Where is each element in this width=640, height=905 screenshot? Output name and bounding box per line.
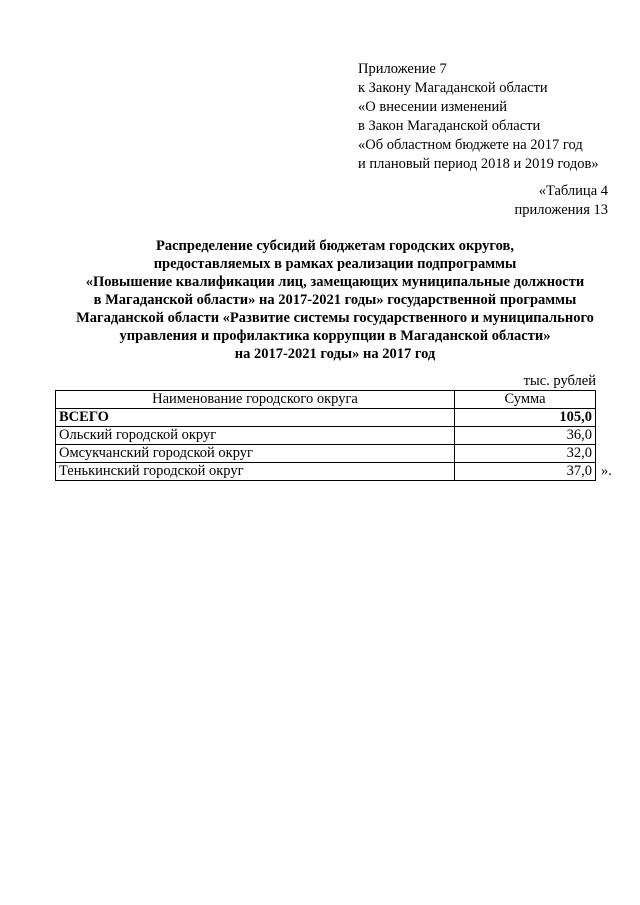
appendix-line: к Закону Магаданской области <box>358 80 548 96</box>
document-title <box>30 237 640 363</box>
table-row <box>56 427 596 445</box>
subsidy-table <box>55 390 596 481</box>
table-total-row <box>56 409 596 427</box>
table-row <box>56 445 596 463</box>
appendix-line: и плановый период 2018 и 2019 годов» <box>358 156 599 172</box>
appendix-header <box>358 60 599 174</box>
table-ref-line: «Таблица 4 <box>538 183 608 199</box>
title-line: управления и профилактика коррупции в Магаданской области» <box>119 328 551 344</box>
title-line: «Повышение квалификации лиц, замещающих муниципальные должности <box>85 274 585 290</box>
title-line: Магаданской области «Развитие системы государственного и муниципального <box>76 310 594 326</box>
table-ref-line: приложения 13 <box>514 202 608 218</box>
closing-quote: ». <box>601 463 612 479</box>
title-line: в Магаданской области» на 2017-2021 годы» государственной программы <box>93 292 577 308</box>
table-row <box>56 463 596 481</box>
appendix-line: «Об областном бюджете на 2017 год <box>358 137 583 153</box>
appendix-line: «О внесении изменений <box>358 99 508 115</box>
table-header-row <box>56 391 596 409</box>
header-name-cell: Наименование городского округа <box>56 391 455 409</box>
row-name-cell: Тенькинский городской округ <box>56 463 455 481</box>
row-name-cell: Ольский городской округ <box>56 427 455 445</box>
row-sum-cell: 32,0 <box>455 445 596 463</box>
total-name-cell: ВСЕГО <box>56 409 455 427</box>
title-line: Распределение субсидий бюджетам городских округов, <box>156 238 514 254</box>
table-reference <box>515 182 608 220</box>
header-sum-cell: Сумма <box>455 391 596 409</box>
units-label: тыс. рублей <box>523 373 596 389</box>
row-sum-cell: 37,0 <box>455 463 596 481</box>
appendix-line: Приложение 7 <box>358 61 447 77</box>
title-line: на 2017-2021 годы» на 2017 год <box>234 346 436 362</box>
total-sum-cell: 105,0 <box>455 409 596 427</box>
title-line: предоставляемых в рамках реализации подпрограммы <box>153 256 517 272</box>
appendix-line: в Закон Магаданской области <box>358 118 541 134</box>
row-sum-cell: 36,0 <box>455 427 596 445</box>
row-name-cell: Омсукчанский городской округ <box>56 445 455 463</box>
